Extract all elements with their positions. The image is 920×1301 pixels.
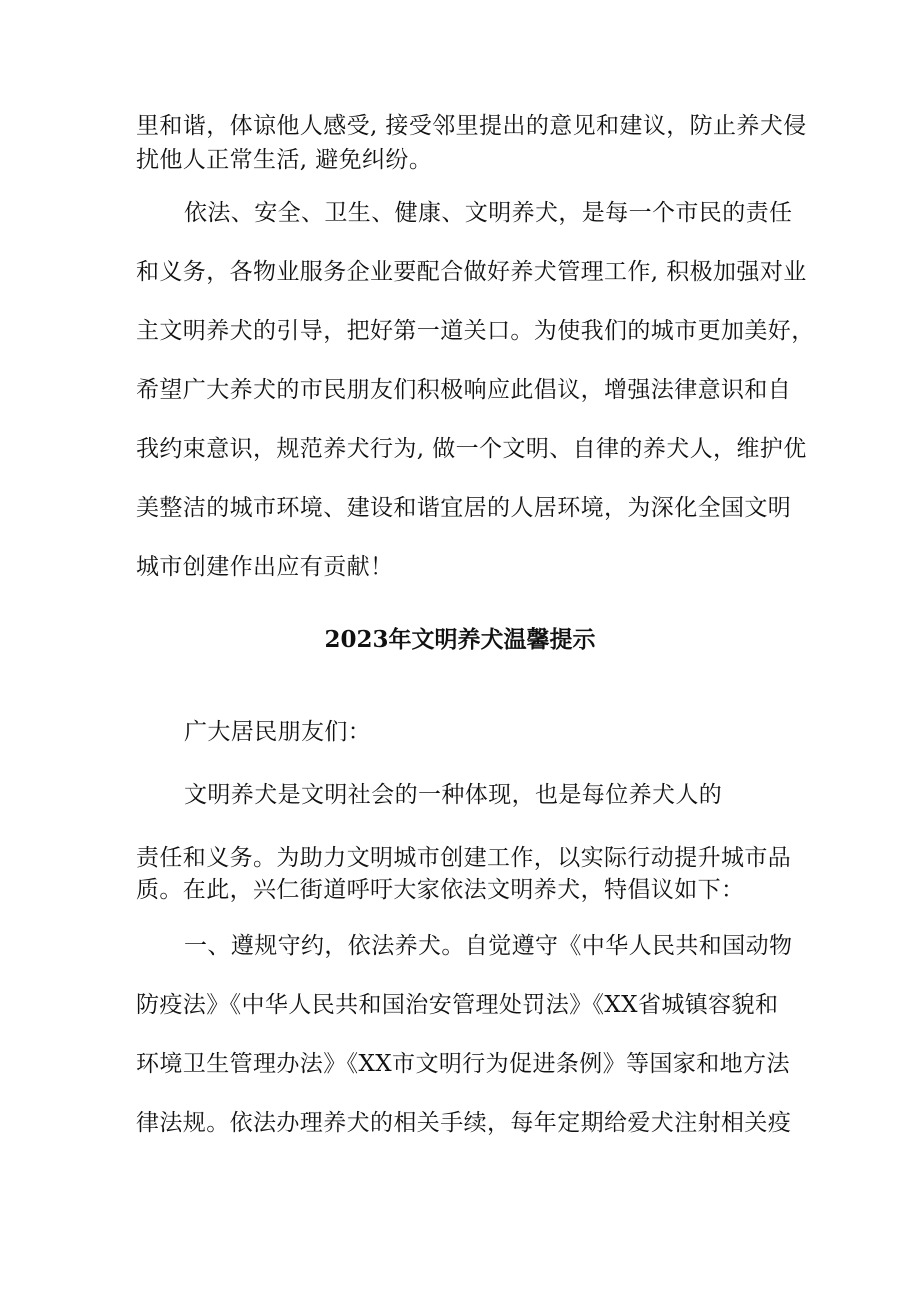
text-line: 美整洁的城市环境、建设和谐宜居的人居环境，为深化全国文明 bbox=[136, 495, 792, 521]
text-line: 一、遵规守约，依法养犬。自觉遵守《中华人民共和国动物 bbox=[184, 933, 793, 959]
greeting: 广大居民朋友们： bbox=[184, 719, 372, 745]
text-line: 环境卫生管理办法》《XX市文明行为促进条例》等国家和地方法 bbox=[136, 1051, 790, 1077]
text-line: 依法、安全、卫生、健康、文明养犬，是每一个市民的责任 bbox=[184, 200, 793, 226]
text-line: 和义务，各物业服务企业要配合做好养犬管理工作, 积极加强对业 bbox=[136, 259, 807, 285]
text-line: 防疫法》《中华人民共和国治安管理处罚法》《XX省城镇容貌和 bbox=[136, 992, 779, 1018]
text-line: 律法规。依法办理养犬的相关手续，每年定期给爱犬注射相关疫 bbox=[136, 1110, 792, 1136]
text-line: 扰他人正常生活, 避免纠纷。 bbox=[136, 147, 433, 173]
text-line: 主文明养犬的引导，把好第一道关口。为使我们的城市更加美好， bbox=[136, 318, 815, 344]
text-line: 里和谐，体谅他人感受, 接受邻里提出的意见和建议，防止养犬侵 bbox=[136, 113, 807, 139]
text-line: 城市创建作出应有贡献！ bbox=[136, 554, 394, 580]
text-line: 文明养犬是文明社会的一种体现，也是每位养犬人的 bbox=[184, 782, 723, 808]
text-line: 希望广大养犬的市民朋友们积极响应此倡议，增强法律意识和自 bbox=[136, 377, 792, 403]
text-line: 责任和义务。为助力文明城市创建工作，以实际行动提升城市品 bbox=[136, 845, 792, 871]
text-line: 我约束意识，规范养犬行为, 做一个文明、自律的养犬人，维护优 bbox=[136, 436, 807, 462]
document-heading: 2023年文明养犬温馨提示 bbox=[324, 626, 596, 653]
text-line: 质。在此，兴仁街道呼吁大家依法文明养犬，特倡议如下： bbox=[136, 877, 745, 903]
